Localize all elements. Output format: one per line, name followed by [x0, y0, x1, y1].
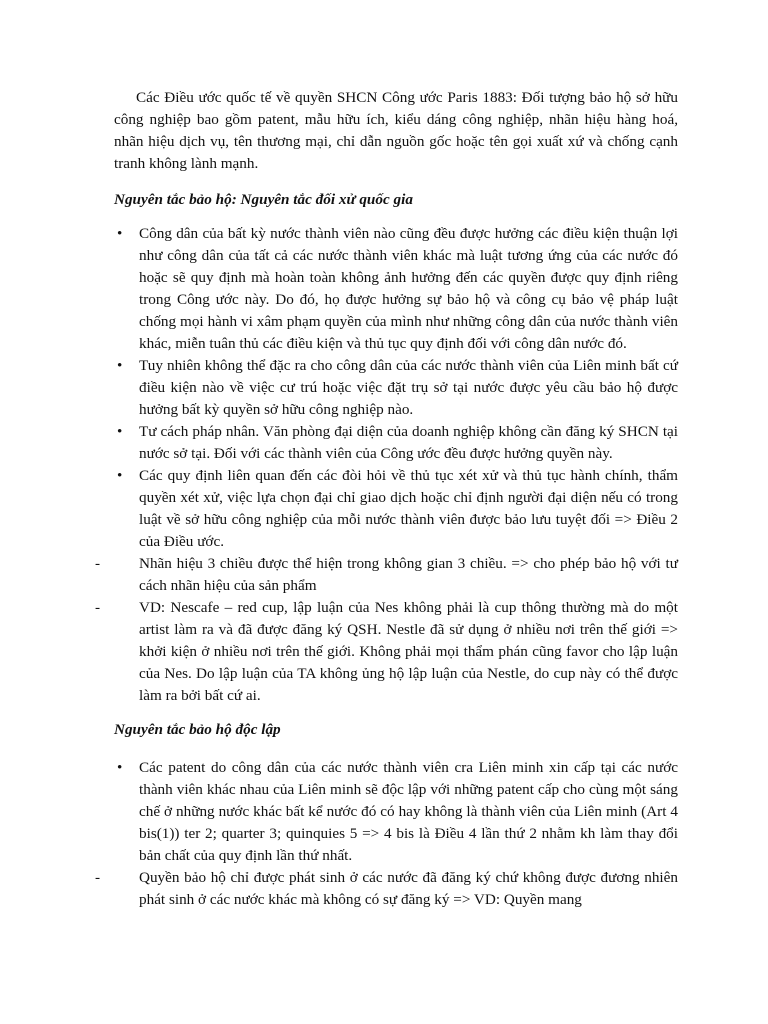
- list-item-text: Các patent do công dân của các nước thành viên cra Liên minh xin cấp tại các nước thành viên khác nhau của Liên minh sẽ độc lập với những patent cấp cho cùng một sáng chế ở những nước khác bất kể nước đó có hay không là thành viên của Liên minh (Art 4 bis(1)) ter 2; quarter 3; quinquies 5 => 4 bis là Điều 4 lần thứ 2 nhằm kh làm thay đổi bản chất của quy định lần thứ nhất.: [139, 759, 678, 864]
- document-page: [95, 87, 678, 911]
- list-item: [114, 355, 678, 421]
- bullet-marker: •: [117, 423, 123, 440]
- list-item-text: Công dân của bất kỳ nước thành viên nào cũng đều được hưởng các điều kiện thuận lợi như công dân của tất cả các nước thành viên khác mà luật tương ứng của các nước đó hoặc sẽ quy định mà hoàn toàn không ảnh hưởng đến các quyền được quy định riêng trong Công ước này. Do đó, họ được hưởng sự bảo hộ và công cụ bảo vệ pháp luật chống mọi hành vi xâm phạm quyền của mình như những công dân của nước thành viên khác, miễn tuân thủ các điều kiện và thủ tục quy định đối với công dân nước đó.: [139, 225, 678, 352]
- list-item-text: Quyền bảo hộ chỉ được phát sinh ở các nước đã đăng ký chứ không được đương nhiên phát sinh ở các nước khác mà không có sự đăng ký => VD: Quyền mang: [139, 869, 678, 908]
- national-treatment-list: [95, 223, 678, 707]
- list-item: [114, 757, 678, 867]
- section-heading-independence: Nguyên tắc bảo hộ độc lập: [114, 721, 281, 738]
- list-item: [94, 867, 678, 911]
- bullet-marker: •: [117, 225, 123, 242]
- bullet-marker: •: [117, 357, 123, 374]
- dash-marker: -: [95, 555, 101, 572]
- list-item-text: Nhãn hiệu 3 chiều được thể hiện trong không gian 3 chiều. => cho phép bảo hộ với tư cách nhãn hiệu của sản phẩm: [139, 555, 678, 594]
- list-item-text: Tuy nhiên không thể đặc ra cho công dân của các nước thành viên của Liên minh bất cứ điều kiện nào về việc cư trú hoặc việc đặt trụ sở tại nước được yêu cầu bảo hộ được hưởng bất kỳ quyền sở hữu công nghiệp nào.: [139, 357, 678, 418]
- bullet-marker: •: [117, 467, 123, 484]
- bullet-marker: •: [117, 759, 123, 776]
- list-item: [94, 597, 678, 707]
- list-item: [114, 465, 678, 553]
- independence-list: [95, 757, 678, 911]
- intro-paragraph: [114, 87, 678, 175]
- dash-marker: -: [95, 869, 101, 886]
- list-item: [94, 553, 678, 597]
- list-item-text: Các quy định liên quan đến các đòi hỏi về thủ tục xét xử và thủ tục hành chính, thẩm quyền xét xử, việc lựa chọn đại chỉ giao dịch hoặc chỉ định người đại diện nếu có trong luật về sở hữu công nghiệp của mỗi nước thành viên được bảo lưu tuyệt đối => Điều 2 của Điều ước.: [139, 467, 678, 550]
- intro-text: Các Điều ước quốc tế về quyền SHCN Công ước Paris 1883: Đối tượng bảo hộ sở hữu công nghiệp bao gồm patent, mẫu hữu ích, kiểu dáng công nghiệp, nhãn hiệu hàng hoá, nhãn hiệu dịch vụ, tên thương mại, chỉ dẫn nguồn gốc hoặc tên gọi xuất xứ và chống cạnh tranh không lành mạnh.: [114, 89, 678, 172]
- dash-marker: -: [95, 599, 101, 616]
- section-heading-national-treatment: Nguyên tắc bảo hộ: Nguyên tắc đối xử quốc gia: [114, 191, 413, 208]
- list-item-text: VD: Nescafe – red cup, lập luận của Nes không phải là cup thông thường mà do một artist làm ra và đã được đăng ký QSH. Nestle đã sử dụng ở nhiều nơi trên thế giới => khởi kiện ở nhiều nơi trên thế giới. Không phải mọi thẩm phán cũng favor cho lập luận của Nes. Do lập luận của TA không ủng hộ lập luận của Nestle, do cup này có thể được làm ra bởi bất cứ ai.: [139, 599, 678, 704]
- list-item: [114, 421, 678, 465]
- list-item: [114, 223, 678, 355]
- list-item-text: Tư cách pháp nhân. Văn phòng đại diện của doanh nghiệp không cần đăng ký SHCN tại nước sở tại. Đối với các thành viên của Công ước đều được hưởng quyền này.: [139, 423, 678, 462]
